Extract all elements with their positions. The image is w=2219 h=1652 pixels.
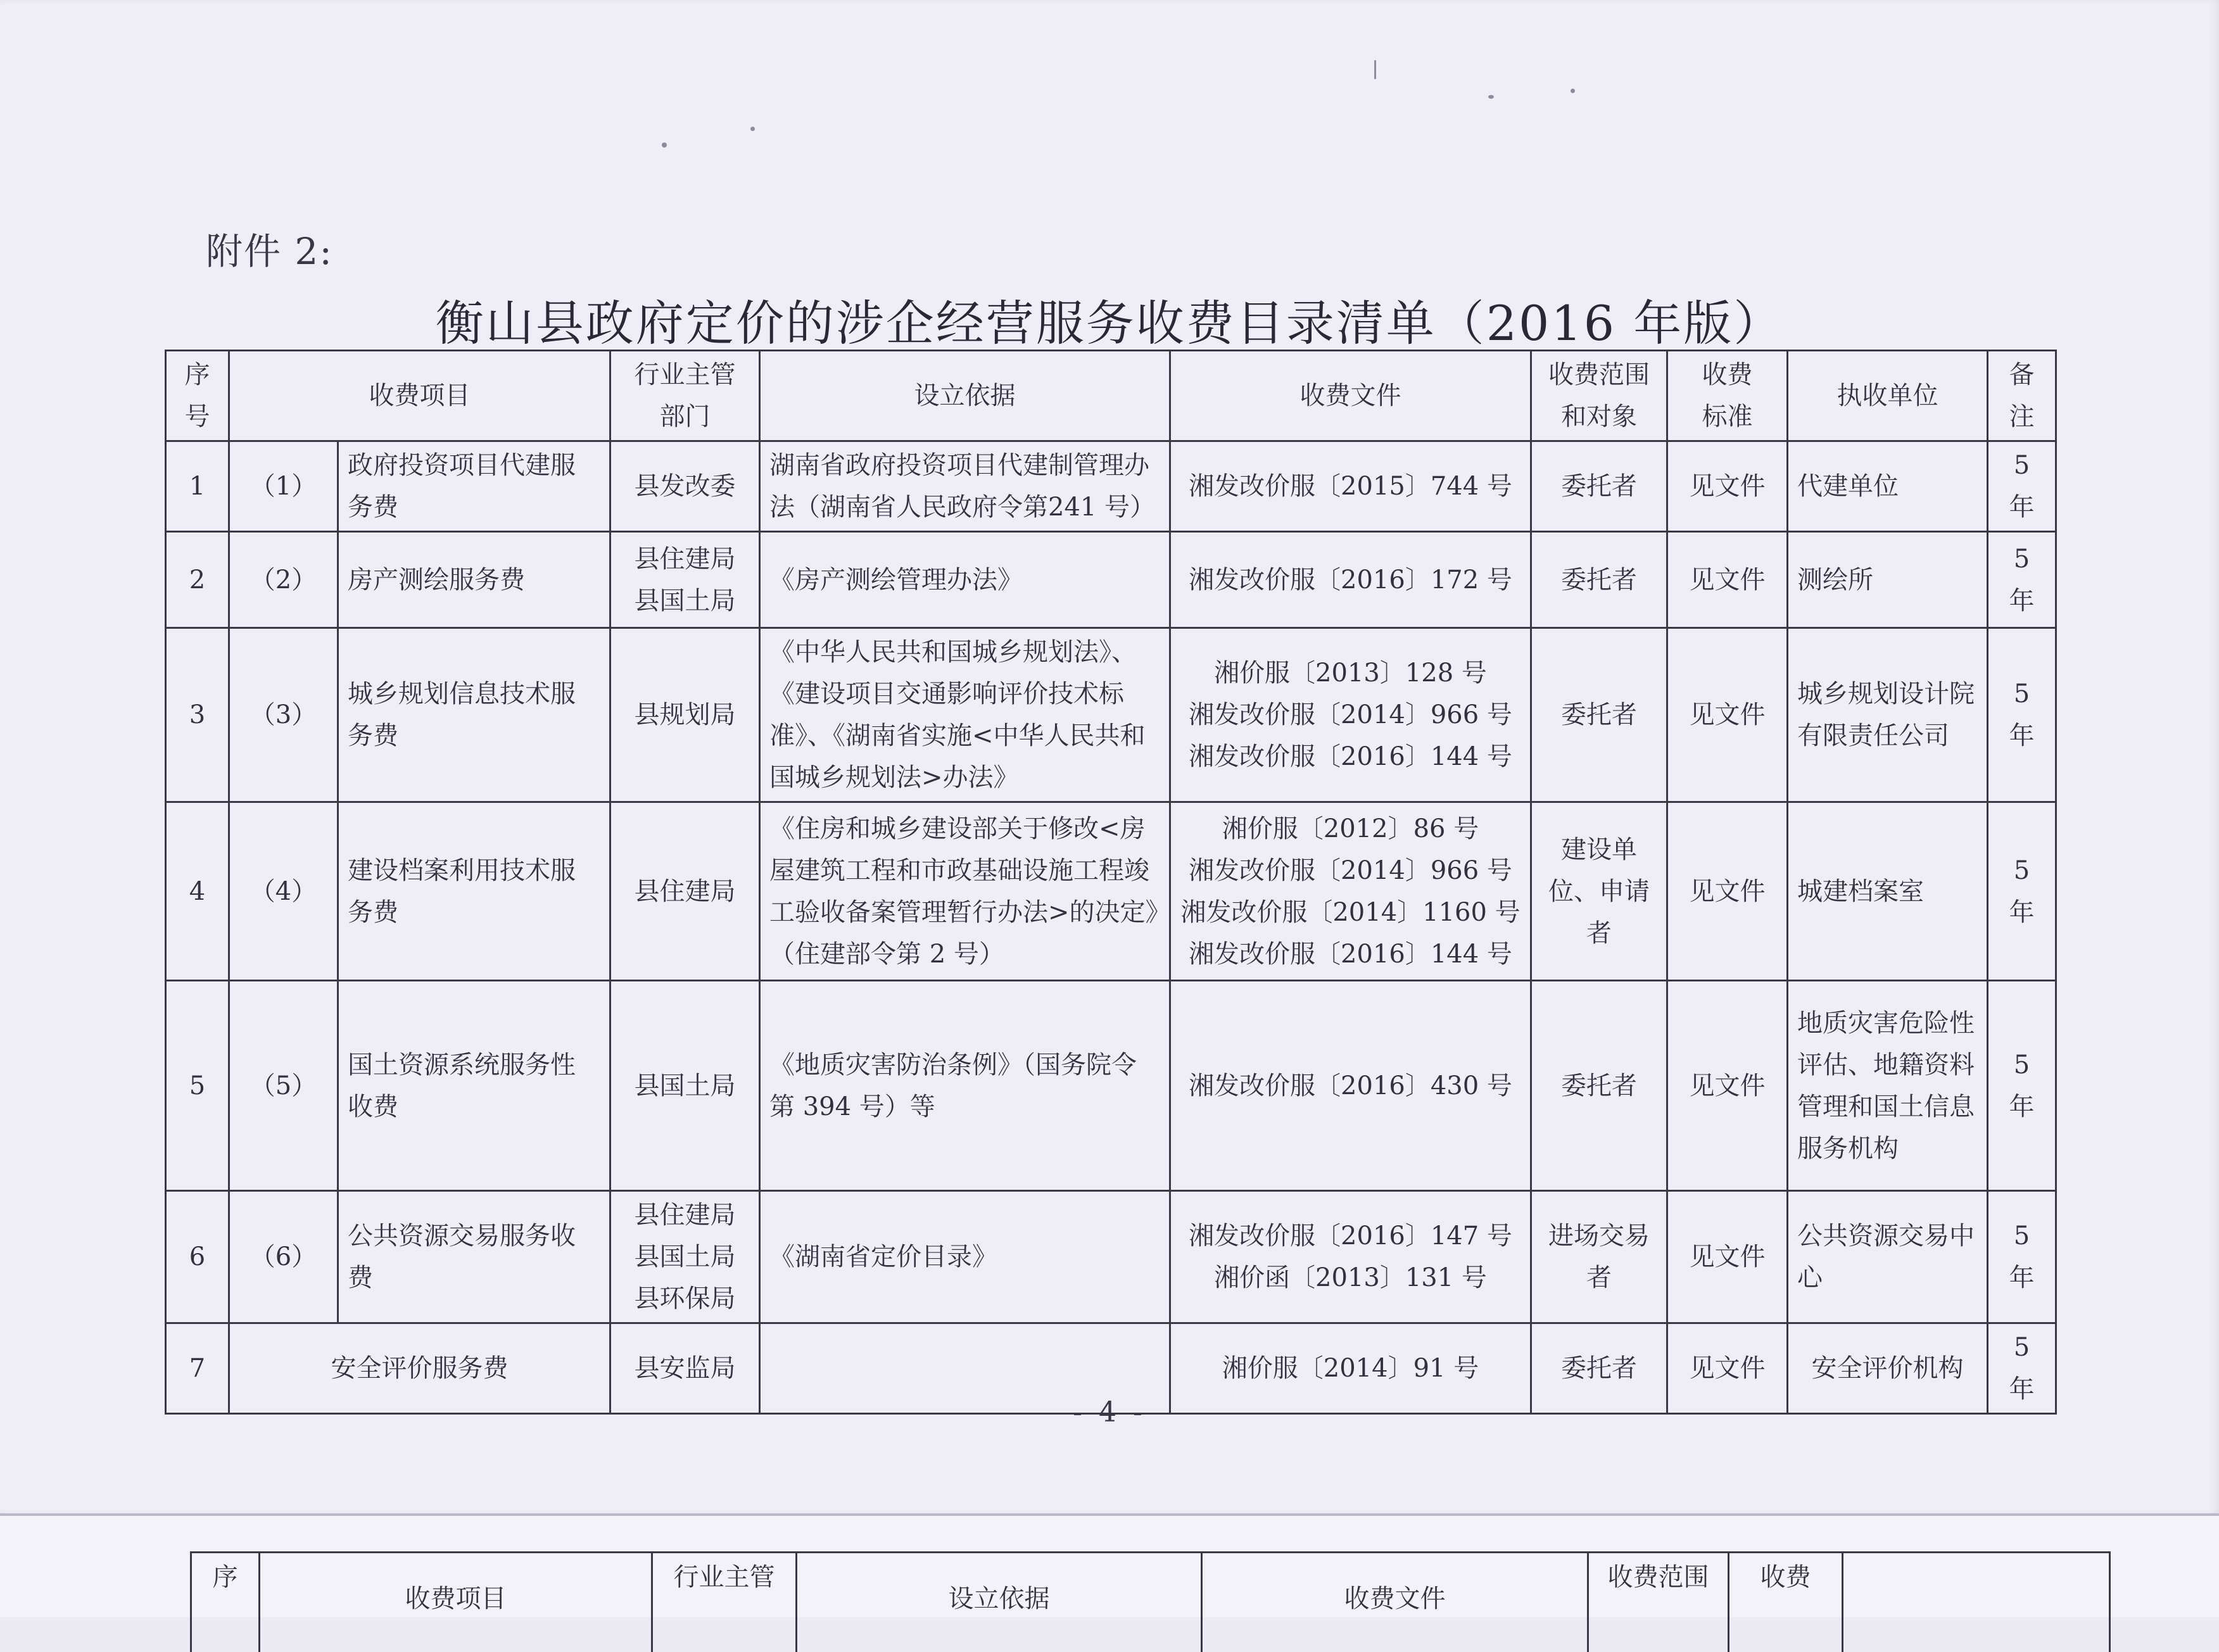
row-seq: 4 — [166, 802, 229, 981]
row-basis: 《中华人民共和国城乡规划法》、《建设项目交通影响评价技术标准》、《湖南省实施<中华人民共和国城乡规划法>办法》 — [760, 628, 1170, 802]
page-number: - 4 - — [0, 1396, 2219, 1428]
row-basis: 《房产测绘管理办法》 — [760, 532, 1170, 628]
table-row — [166, 1191, 2056, 1323]
row-scope: 进场交易者 — [1531, 1191, 1667, 1323]
next-header-seq: 序 — [191, 1553, 260, 1652]
row-sub: （3） — [229, 628, 338, 802]
row-note: 5 年 — [1988, 981, 2056, 1191]
row-standard: 见文件 — [1667, 441, 1788, 532]
row-sub: （5） — [229, 981, 338, 1191]
row-scope: 委托者 — [1531, 441, 1667, 532]
next-header-standard: 收费 — [1729, 1553, 1843, 1652]
row-dept: 县住建局 — [610, 802, 760, 981]
row-doc: 湘价服〔2014〕91 号 — [1170, 1323, 1531, 1414]
next-header-doc: 收费文件 — [1202, 1553, 1588, 1652]
header-item: 收费项目 — [229, 351, 610, 441]
row-standard: 见文件 — [1667, 802, 1788, 981]
row-item: 安全评价服务费 — [229, 1323, 610, 1414]
header-unit: 执收单位 — [1788, 351, 1988, 441]
row-seq: 2 — [166, 532, 229, 628]
table-row — [166, 981, 2056, 1191]
row-item: 政府投资项目代建服务费 — [338, 441, 610, 532]
row-note: 5 年 — [1988, 1323, 2056, 1414]
row-dept: 县住建局 县国土局 县环保局 — [610, 1191, 760, 1323]
next-page-table-header — [190, 1551, 2111, 1652]
row-scope: 委托者 — [1531, 981, 1667, 1191]
row-basis: 湖南省政府投资项目代建制管理办法（湖南省人民政府令第241 号） — [760, 441, 1170, 532]
row-seq: 3 — [166, 628, 229, 802]
table-row — [166, 628, 2056, 802]
row-sub: （6） — [229, 1191, 338, 1323]
header-doc: 收费文件 — [1170, 351, 1531, 441]
row-dept: 县国土局 — [610, 981, 760, 1191]
header-dept: 行业主管 部门 — [610, 351, 760, 441]
row-unit: 测绘所 — [1788, 532, 1988, 628]
row-scope: 委托者 — [1531, 532, 1667, 628]
row-doc: 湘价服〔2013〕128 号 湘发改价服〔2014〕966 号 湘发改价服〔2016〕144 号 — [1170, 628, 1531, 802]
row-unit: 城乡规划设计院有限责任公司 — [1788, 628, 1988, 802]
row-doc: 湘价服〔2012〕86 号 湘发改价服〔2014〕966 号 湘发改价服〔2014〕1160 号 湘发改价服〔2016〕144 号 — [1170, 802, 1531, 981]
row-doc: 湘发改价服〔2016〕147 号 湘价函〔2013〕131 号 — [1170, 1191, 1531, 1323]
scan-speck — [662, 142, 667, 148]
row-unit: 代建单位 — [1788, 441, 1988, 532]
next-header-blank — [1843, 1553, 2110, 1652]
row-standard: 见文件 — [1667, 1323, 1788, 1414]
next-header-scope: 收费范围 — [1588, 1553, 1729, 1652]
row-unit: 安全评价机构 — [1788, 1323, 1988, 1414]
row-item: 公共资源交易服务收费 — [338, 1191, 610, 1323]
row-item: 国土资源系统服务性收费 — [338, 981, 610, 1191]
attachment-label: 附件 2: — [206, 222, 333, 275]
row-item: 城乡规划信息技术服务费 — [338, 628, 610, 802]
row-item: 房产测绘服务费 — [338, 532, 610, 628]
row-basis: 《住房和城乡建设部关于修改<房屋建筑工程和市政基础设施工程竣工验收备案管理暂行办法>的决定》（住建部令第 2 号） — [760, 802, 1170, 981]
header-basis: 设立依据 — [760, 351, 1170, 441]
row-scope: 委托者 — [1531, 1323, 1667, 1414]
scan-speck — [1374, 60, 1376, 79]
row-seq: 6 — [166, 1191, 229, 1323]
header-seq: 序 号 — [166, 351, 229, 441]
table-row — [166, 441, 2056, 532]
row-dept: 县发改委 — [610, 441, 760, 532]
row-unit: 地质灾害危险性评估、地籍资料管理和国土信息服务机构 — [1788, 981, 1988, 1191]
row-note: 5 年 — [1988, 628, 2056, 802]
row-note: 5 年 — [1988, 802, 2056, 981]
row-sub: （2） — [229, 532, 338, 628]
row-note: 5 年 — [1988, 1191, 2056, 1323]
row-seq: 5 — [166, 981, 229, 1191]
scan-speck — [750, 127, 755, 131]
row-scope: 建设单位、申请者 — [1531, 802, 1667, 981]
scan-speck — [1488, 95, 1494, 99]
row-seq: 1 — [166, 441, 229, 532]
row-basis: 《地质灾害防治条例》（国务院令第 394 号）等 — [760, 981, 1170, 1191]
fee-table — [165, 350, 2057, 1415]
row-sub: （4） — [229, 802, 338, 981]
row-standard: 见文件 — [1667, 532, 1788, 628]
row-standard: 见文件 — [1667, 628, 1788, 802]
header-standard: 收费 标准 — [1667, 351, 1788, 441]
scan-speck — [1571, 89, 1575, 93]
table-header-row — [166, 351, 2056, 441]
row-doc: 湘发改价服〔2016〕172 号 — [1170, 532, 1531, 628]
row-basis: 《湖南省定价目录》 — [760, 1191, 1170, 1323]
row-sub: （1） — [229, 441, 338, 532]
table-row — [166, 802, 2056, 981]
row-doc: 湘发改价服〔2015〕744 号 — [1170, 441, 1531, 532]
row-scope: 委托者 — [1531, 628, 1667, 802]
next-header-item: 收费项目 — [260, 1553, 652, 1652]
row-dept: 县住建局 县国土局 — [610, 532, 760, 628]
next-header-basis: 设立依据 — [797, 1553, 1202, 1652]
header-scope: 收费范围 和对象 — [1531, 351, 1667, 441]
row-standard: 见文件 — [1667, 1191, 1788, 1323]
row-note: 5 年 — [1988, 441, 2056, 532]
row-dept: 县安监局 — [610, 1323, 760, 1414]
table-row — [166, 532, 2056, 628]
row-dept: 县规划局 — [610, 628, 760, 802]
row-standard: 见文件 — [1667, 981, 1788, 1191]
header-note: 备注 — [1988, 351, 2056, 441]
row-doc: 湘发改价服〔2016〕430 号 — [1170, 981, 1531, 1191]
next-header-dept: 行业主管 — [652, 1553, 797, 1652]
row-unit: 公共资源交易中心 — [1788, 1191, 1988, 1323]
row-unit: 城建档案室 — [1788, 802, 1988, 981]
row-item: 建设档案利用技术服务费 — [338, 802, 610, 981]
page-title: 衡山县政府定价的涉企经营服务收费目录清单（2016 年版） — [0, 285, 2219, 354]
row-note: 5 年 — [1988, 532, 2056, 628]
row-seq: 7 — [166, 1323, 229, 1414]
